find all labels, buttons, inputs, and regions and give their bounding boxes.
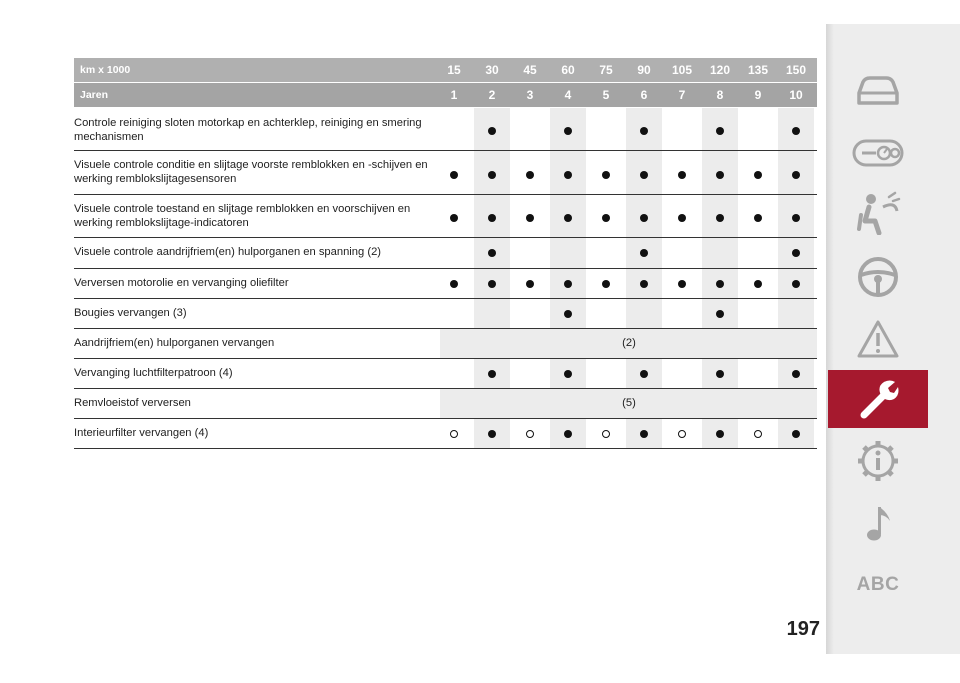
- km-header-cell: 90: [637, 63, 651, 77]
- schedule-circle: [754, 430, 762, 438]
- sidebar-item-car[interactable]: [828, 62, 928, 120]
- schedule-dot: [792, 280, 800, 288]
- schedule-dot: [640, 249, 648, 257]
- schedule-dot: [640, 214, 648, 222]
- table-row: [74, 238, 817, 269]
- year-header-cell: 2: [488, 88, 496, 102]
- schedule-dot: [488, 171, 496, 179]
- row-label: Visuele controle conditie en slijtage voorste remblokken en -schijven en werking remblokslijtagesensoren: [74, 159, 428, 185]
- schedule-dot: [488, 214, 496, 222]
- schedule-dot: [640, 430, 648, 438]
- schedule-dot: [564, 214, 572, 222]
- schedule-dot: [526, 171, 534, 179]
- year-header-cell: 7: [678, 88, 686, 102]
- years-header-row: [74, 83, 817, 108]
- schedule-dot: [488, 127, 496, 135]
- span-note: (5): [622, 397, 636, 409]
- row-label: Bougies vervangen (3): [74, 307, 187, 319]
- km-header-cell: 60: [561, 63, 575, 77]
- schedule-dot: [564, 280, 572, 288]
- info-gear-icon: [856, 439, 900, 483]
- schedule-dot: [640, 280, 648, 288]
- year-header-cell: 9: [754, 88, 762, 102]
- schedule-dot: [564, 370, 572, 378]
- schedule-dot: [602, 280, 610, 288]
- alt-column-background: [778, 299, 814, 328]
- schedule-dot: [754, 171, 762, 179]
- schedule-dot: [488, 430, 496, 438]
- km-header-label: km x 1000: [80, 64, 131, 76]
- sidebar-item-driving[interactable]: [828, 248, 928, 306]
- table-row: [74, 299, 817, 329]
- sidebar-item-safety[interactable]: [828, 184, 928, 242]
- row-label: Remvloeistof verversen: [74, 397, 191, 409]
- year-header-cell: 10: [789, 88, 803, 102]
- sidebar-item-technical-data[interactable]: [828, 432, 928, 490]
- schedule-dot: [792, 127, 800, 135]
- schedule-dot: [678, 280, 686, 288]
- schedule-dot: [640, 127, 648, 135]
- table-row: [74, 269, 817, 299]
- year-header-cell: 1: [450, 88, 458, 102]
- schedule-dot: [716, 370, 724, 378]
- row-label: Aandrijfriem(en) hulporganen vervangen: [74, 337, 275, 349]
- schedule-dot: [564, 310, 572, 318]
- schedule-dot: [564, 171, 572, 179]
- year-header-cell: 3: [526, 88, 534, 102]
- schedule-dot: [602, 171, 610, 179]
- km-header-cell: 120: [709, 63, 731, 77]
- schedule-dot: [754, 280, 762, 288]
- sidebar-item-index[interactable]: [828, 556, 928, 614]
- schedule-dot: [792, 214, 800, 222]
- year-header-cell: 5: [602, 88, 610, 102]
- schedule-dot: [488, 280, 496, 288]
- maintenance-schedule-table: [74, 58, 817, 449]
- year-header-cell: 4: [564, 88, 572, 102]
- table-row: [74, 389, 817, 419]
- schedule-dot: [754, 214, 762, 222]
- row-label: Visuele controle aandrijfriem(en) hulporganen en spanning (2): [74, 246, 382, 258]
- table-row: [74, 108, 817, 151]
- year-header-cell: 6: [640, 88, 648, 102]
- schedule-dot: [792, 171, 800, 179]
- page-number: 197: [786, 618, 820, 640]
- schedule-dot: [640, 171, 648, 179]
- km-header-cell: 135: [747, 63, 769, 77]
- abc-index-icon: ABC: [856, 574, 900, 595]
- km-header-cell: 45: [523, 63, 537, 77]
- sidebar-item-multimedia[interactable]: [828, 494, 928, 552]
- alt-column-background: [702, 238, 738, 268]
- row-label: Interieurfilter vervangen (4): [74, 427, 209, 439]
- steering-wheel-icon: [856, 255, 900, 299]
- schedule-dot: [792, 249, 800, 257]
- car-icon: [853, 73, 903, 109]
- dashboard-gauges-icon: [852, 138, 904, 168]
- table-row: [74, 419, 817, 449]
- km-header-row: [74, 58, 817, 83]
- schedule-circle: [526, 430, 534, 438]
- schedule-dot: [716, 127, 724, 135]
- table-row: [74, 329, 817, 359]
- alt-column-background: [550, 238, 586, 268]
- sidebar-item-emergency[interactable]: [828, 310, 928, 368]
- sidebar-item-maintenance[interactable]: [828, 370, 928, 428]
- schedule-dot: [678, 214, 686, 222]
- alt-column-background: [626, 299, 662, 328]
- km-header-cell: 105: [671, 63, 693, 77]
- schedule-dot: [526, 280, 534, 288]
- table-row: [74, 151, 817, 195]
- schedule-dot: [564, 430, 572, 438]
- km-header-cell: 15: [447, 63, 461, 77]
- schedule-dot: [716, 214, 724, 222]
- table-row: [74, 359, 817, 389]
- row-label: Controle reiniging sloten motorkap en achterklep, reiniging en smering mechanismen: [74, 117, 422, 143]
- km-header-cell: 150: [785, 63, 807, 77]
- span-note: (2): [622, 337, 636, 349]
- schedule-circle: [678, 430, 686, 438]
- schedule-dot: [792, 430, 800, 438]
- warning-triangle-icon: [856, 319, 900, 359]
- schedule-dot: [450, 280, 458, 288]
- schedule-dot: [678, 171, 686, 179]
- schedule-dot: [792, 370, 800, 378]
- sidebar-item-dashboard[interactable]: [828, 124, 928, 182]
- schedule-circle: [450, 430, 458, 438]
- schedule-dot: [526, 214, 534, 222]
- row-label: Visuele controle toestand en slijtage remblokken en voorschijven en werking remblokslijtage-indicatoren: [74, 203, 411, 229]
- schedule-dot: [602, 214, 610, 222]
- schedule-dot: [450, 214, 458, 222]
- schedule-dot: [716, 430, 724, 438]
- schedule-dot: [564, 127, 572, 135]
- airbag-seat-icon: [855, 191, 901, 235]
- row-label: Vervanging luchtfilterpatroon (4): [74, 367, 233, 379]
- year-header-cell: 8: [716, 88, 724, 102]
- alt-column-background: [474, 299, 510, 328]
- wrench-icon: [856, 377, 900, 421]
- music-note-icon: [860, 501, 896, 545]
- schedule-dot: [716, 171, 724, 179]
- row-label: Verversen motorolie en vervanging oliefilter: [74, 277, 289, 289]
- schedule-dot: [716, 310, 724, 318]
- km-header-cell: 75: [599, 63, 613, 77]
- schedule-dot: [488, 370, 496, 378]
- schedule-circle: [602, 430, 610, 438]
- table-row: [74, 195, 817, 238]
- schedule-dot: [716, 280, 724, 288]
- schedule-dot: [488, 249, 496, 257]
- years-header-label: Jaren: [80, 89, 109, 101]
- schedule-dot: [450, 171, 458, 179]
- schedule-dot: [640, 370, 648, 378]
- km-header-cell: 30: [485, 63, 499, 77]
